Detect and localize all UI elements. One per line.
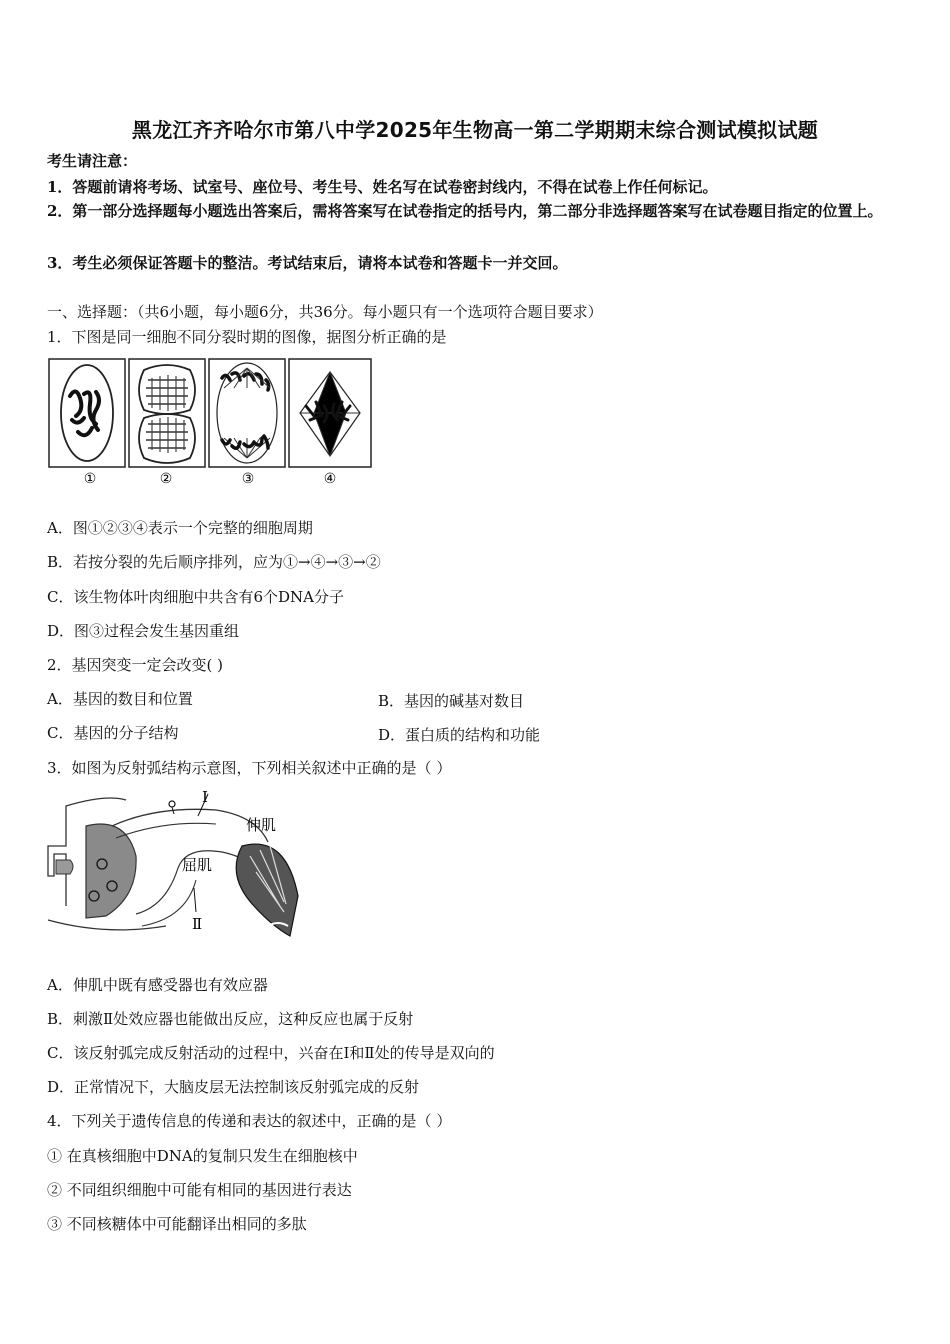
q1-option-a: A．图①②③④表示一个完整的细胞周期	[47, 519, 313, 537]
section-heading: 一、选择题：（共6小题，每小题6分，共36分。每小题只有一个选项符合题目要求）	[47, 303, 603, 321]
q3-option-a: A．伸肌中既有感受器也有效应器	[47, 976, 268, 994]
q3-option-d: D．正常情况下，大脑皮层无法控制该反射弧完成的反射	[47, 1078, 420, 1096]
cell-4-image	[289, 359, 371, 467]
q1-option-b: B．若按分裂的先后顺序排列，应为①→④→③→②	[47, 553, 381, 571]
notice-item-3: 3．考生必须保证答题卡的整洁。考试结束后，请将本试卷和答题卡一并交回。	[47, 254, 568, 272]
muscle-image	[236, 844, 298, 936]
notice-item-1: 1．答题前请将考场、试室号、座位号、考生号、姓名写在试卷密封线内，不得在试卷上作任何标记。	[47, 178, 718, 196]
q4-item-2: ② 不同组织细胞中可能有相同的基因进行表达	[47, 1181, 352, 1199]
q2-option-b: B．基因的碱基对数目	[378, 692, 525, 710]
q1-option-d: D．图③过程会发生基因重组	[47, 622, 240, 640]
fig-label-1: ①	[83, 471, 97, 487]
q3-stem: 3．如图为反射弧结构示意图，下列相关叙述中正确的是（ ）	[47, 759, 452, 777]
q2-option-c: C．基因的分子结构	[47, 724, 179, 742]
reflex-arc-figure	[46, 786, 306, 946]
label-one: Ⅰ	[202, 788, 208, 806]
fig-label-4: ④	[323, 471, 337, 487]
cell-1-image	[49, 359, 125, 467]
q1-option-c: C．该生物体叶肉细胞中共含有6个DNA分子	[47, 588, 345, 606]
label-flexor: 屈肌	[182, 856, 213, 874]
page-title: 黑龙江齐齐哈尔市第八中学2025年生物高一第二学期期末综合测试模拟试题	[131, 118, 819, 142]
fig-label-2: ②	[159, 471, 173, 487]
cell-2-image	[129, 359, 205, 467]
notice-heading: 考生请注意：	[47, 152, 138, 170]
fig-label-3: ③	[241, 471, 255, 487]
q4-item-3: ③ 不同核糖体中可能翻译出相同的多肽	[47, 1215, 307, 1233]
q2-option-d: D．蛋白质的结构和功能	[378, 726, 541, 744]
notice-item-2: 2．第一部分选择题每小题选出答案后，需将答案写在试卷指定的括号内，第二部分非选择题答案写在试卷题目指定的位置上。	[47, 202, 883, 220]
label-extensor: 伸肌	[246, 816, 277, 834]
q3-option-c: C．该反射弧完成反射活动的过程中，兴奋在Ⅰ和Ⅱ处的传导是双向的	[47, 1044, 495, 1062]
q2-option-a: A．基因的数目和位置	[47, 690, 193, 708]
q4-item-1: ① 在真核细胞中DNA的复制只发生在细胞核中	[47, 1147, 358, 1165]
spinal-cord-image	[48, 798, 166, 930]
cell-3-image	[209, 359, 285, 467]
q2-stem: 2．基因突变一定会改变( )	[47, 656, 224, 674]
q4-stem: 4．下列关于遗传信息的传递和表达的叙述中，正确的是（ ）	[47, 1112, 452, 1130]
q3-option-b: B．刺激Ⅱ处效应器也能做出反应，这种反应也属于反射	[47, 1010, 414, 1028]
q1-stem: 1．下图是同一细胞不同分裂时期的图像，据图分析正确的是	[47, 328, 447, 346]
label-two: Ⅱ	[192, 915, 203, 933]
cell-division-figure	[48, 358, 376, 488]
